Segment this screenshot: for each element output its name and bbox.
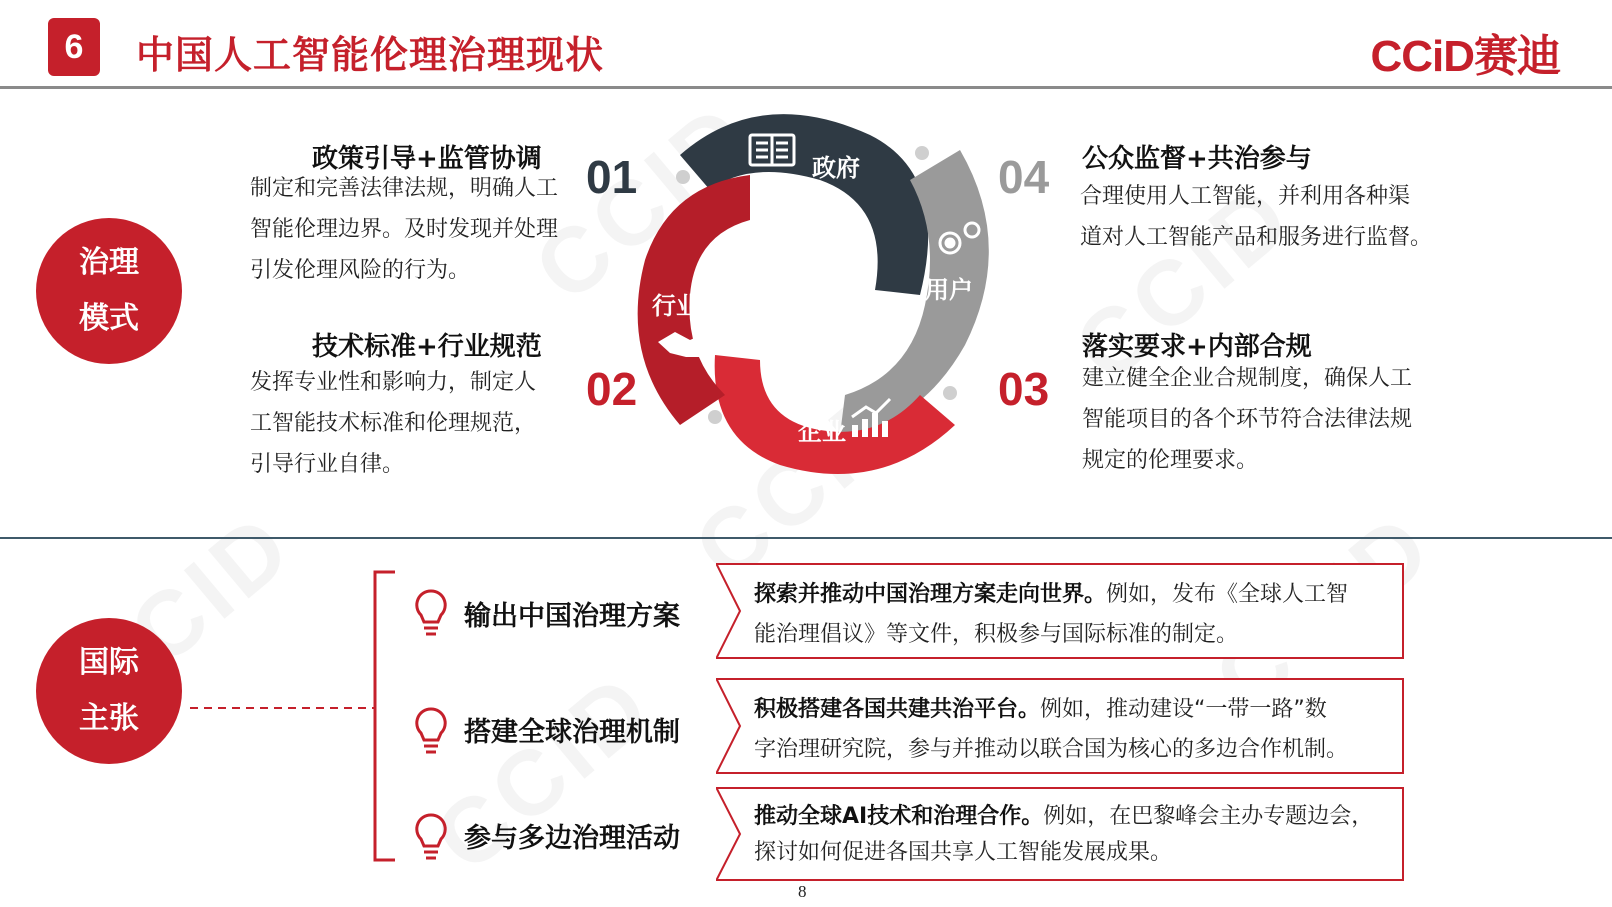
claim-3-rest: 例如，在巴黎峰会主办专题边会， bbox=[1043, 804, 1374, 829]
claim-3-arrow bbox=[716, 787, 746, 881]
lightbulb-icon bbox=[414, 812, 448, 864]
quadrant-02-line: 工智能技术标准和伦理规范， bbox=[250, 411, 537, 436]
cycle-label-enterprise: 企业 bbox=[798, 418, 846, 446]
claim-2-arrow bbox=[716, 678, 746, 774]
watermark bbox=[415, 652, 673, 892]
quadrant-04-line: 道对人工智能产品和服务进行监督。 bbox=[1080, 225, 1433, 250]
claim-2-bold: 积极搭建各国共建共治平台。 bbox=[754, 697, 1041, 722]
claim-2-box bbox=[716, 678, 1404, 774]
quadrant-04-number: 04 bbox=[998, 151, 1050, 203]
quadrant-02-description bbox=[250, 362, 536, 485]
claim-3-box bbox=[716, 787, 1404, 881]
governance-mode-label bbox=[36, 218, 182, 364]
quadrant-02-title: 技术标准+行业规范 bbox=[312, 332, 542, 362]
cycle-label-industry: 行业 bbox=[652, 292, 700, 320]
cycle-label-government: 政府 bbox=[812, 154, 860, 182]
quadrant-01-line: 智能伦理边界。及时发现并处理 bbox=[250, 217, 559, 242]
international-position-label bbox=[36, 618, 182, 764]
quadrant-01-line: 制定和完善法律法规，明确人工 bbox=[250, 176, 559, 201]
claim-1-label: 输出中国治理方案 bbox=[464, 601, 680, 632]
quadrant-04-description bbox=[1080, 176, 1432, 258]
page-number: 8 bbox=[798, 882, 807, 901]
quadrant-02-line: 引导行业自律。 bbox=[250, 452, 405, 477]
claim-3-bold: 推动全球AI技术和治理合作。 bbox=[754, 804, 1044, 829]
quadrant-01-line: 引发伦理风险的行为。 bbox=[250, 258, 471, 283]
decor-dot bbox=[915, 146, 929, 160]
quadrant-03-number: 03 bbox=[998, 363, 1050, 415]
quadrant-01-description bbox=[250, 168, 558, 291]
section-divider bbox=[0, 537, 1612, 539]
header-divider bbox=[0, 86, 1612, 89]
claim-1-text bbox=[718, 565, 1402, 655]
governance-label-line1: 治理 bbox=[79, 245, 139, 280]
quadrant-04-line: 合理使用人工智能，并利用各种渠 bbox=[1080, 184, 1411, 209]
quadrant-01-number: 01 bbox=[586, 151, 638, 203]
claim-2-label: 搭建全球治理机制 bbox=[464, 717, 680, 748]
international-label-line2: 主张 bbox=[79, 701, 139, 736]
quadrant-03-line: 智能项目的各个环节符合法律法规 bbox=[1082, 407, 1413, 432]
claim-1-line2: 能治理倡议》等文件，积极参与国际标准的制定。 bbox=[754, 622, 1239, 647]
quadrant-02-number: 02 bbox=[586, 363, 638, 415]
page-title: 中国人工智能伦理治理现状 bbox=[136, 33, 605, 77]
claim-2-line2: 字治理研究院，参与并推动以联合国为核心的多边合作机制。 bbox=[754, 737, 1349, 762]
decor-dot bbox=[943, 386, 957, 400]
cycle-label-user: 用户 bbox=[925, 276, 973, 304]
claim-1-rest: 例如，发布《全球人工智 bbox=[1106, 582, 1349, 607]
claim-1-box bbox=[716, 563, 1404, 659]
quadrant-02-line: 发挥专业性和影响力，制定人 bbox=[250, 370, 537, 395]
claim-2-text bbox=[718, 680, 1402, 770]
decor-dot bbox=[676, 170, 690, 184]
lightbulb-icon bbox=[414, 706, 448, 758]
claim-3-text bbox=[718, 789, 1402, 871]
quadrant-03-line: 建立健全企业合规制度，确保人工 bbox=[1082, 366, 1413, 391]
quadrant-01-title: 政策引导+监管协调 bbox=[312, 144, 542, 174]
decor-dot bbox=[708, 410, 722, 424]
quadrant-03-title: 落实要求+内部合规 bbox=[1082, 332, 1312, 362]
lightbulb-icon bbox=[414, 588, 448, 640]
claim-2-rest: 例如，推动建设“一带一路”数 bbox=[1040, 697, 1327, 722]
claim-3-label: 参与多边治理活动 bbox=[464, 823, 680, 854]
section-number-badge: 6 bbox=[48, 18, 100, 76]
international-label-line1: 国际 bbox=[79, 645, 139, 680]
claim-1-bold: 探索并推动中国治理方案走向世界。 bbox=[754, 582, 1107, 607]
claim-1-arrow bbox=[716, 563, 746, 659]
ccid-logo: CCiD赛迪 bbox=[1370, 32, 1560, 81]
quadrant-03-description bbox=[1082, 358, 1412, 481]
bracket-connector bbox=[180, 560, 410, 880]
quadrant-03-line: 规定的伦理要求。 bbox=[1082, 448, 1259, 473]
claim-3-line2: 探讨如何促进各国共享人工智能发展成果。 bbox=[754, 840, 1173, 865]
quadrant-04-title: 公众监督+共治参与 bbox=[1082, 144, 1312, 174]
bracket-line bbox=[375, 572, 395, 860]
governance-label-line2: 模式 bbox=[79, 301, 139, 336]
